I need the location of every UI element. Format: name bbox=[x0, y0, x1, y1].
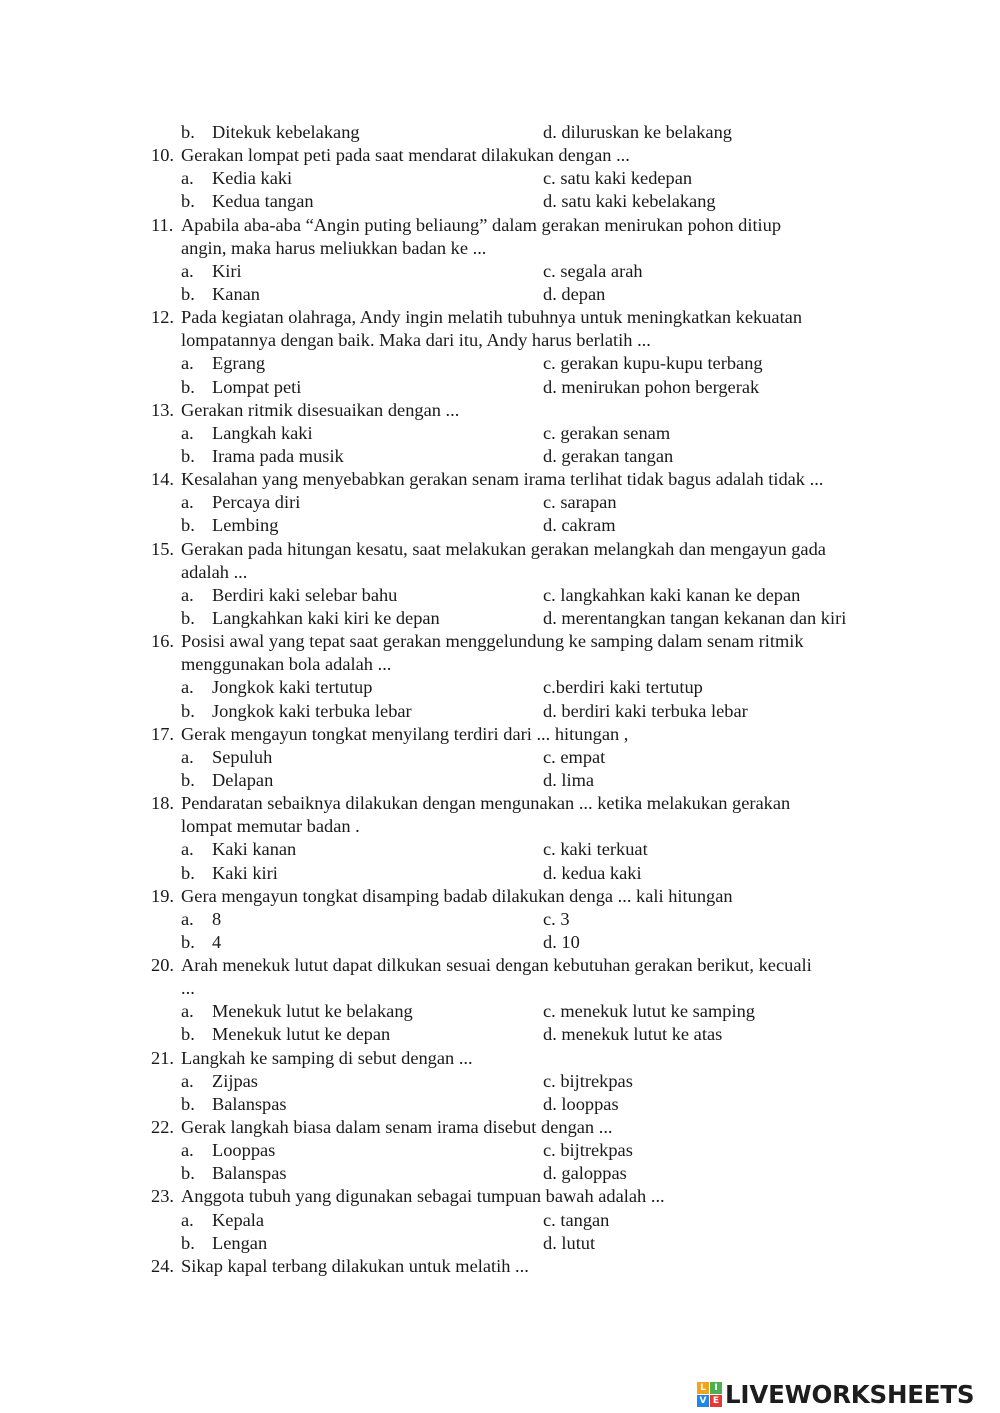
question-text: Apabila aba-aba “Angin puting beliaung” dalam gerakan menirukan pohon ditiup bbox=[181, 214, 782, 235]
question-line bbox=[0, 885, 1000, 908]
options-row bbox=[0, 769, 1000, 792]
option-text-right: d. diluruskan ke belakang bbox=[543, 122, 732, 142]
question-number: 18. bbox=[151, 793, 174, 814]
option-text-right: d. cakram bbox=[543, 515, 616, 536]
option-text-right: d. berdiri kaki terbuka lebar bbox=[543, 700, 748, 721]
question-text: Gerakan pada hitungan kesatu, saat melakukan gerakan melangkah dan mengayun gada bbox=[181, 538, 826, 559]
question-continuation bbox=[0, 561, 1000, 584]
brand-name: LIVEWORKSHEETS bbox=[725, 1379, 975, 1409]
question-text: Pada kegiatan olahraga, Andy ingin melatih tubuhnya untuk meningkatkan kekuatan bbox=[181, 307, 803, 328]
option-letter: b. bbox=[181, 1232, 195, 1253]
question-number: 10. bbox=[151, 145, 174, 166]
option-letter: b. bbox=[181, 191, 195, 212]
option-text-right: d. lima bbox=[543, 769, 595, 790]
option-letter: a. bbox=[181, 584, 194, 605]
option-letter: a. bbox=[181, 677, 194, 698]
option-text: Egrang bbox=[212, 353, 266, 374]
option-text: Kaki kanan bbox=[212, 839, 297, 860]
question-text: Sikap kapal terbang dilakukan untuk melatih ... bbox=[181, 1255, 529, 1276]
option-text: Zijpas bbox=[212, 1070, 258, 1091]
question-text: Arah menekuk lutut dapat dilkukan sesuai dengan kebutuhan gerakan berikut, kecuali bbox=[181, 955, 812, 976]
option-text-right: c. satu kaki kedepan bbox=[543, 168, 693, 189]
option-text: Jongkok kaki terbuka lebar bbox=[212, 700, 412, 721]
options-row bbox=[0, 838, 1000, 861]
option-text: Lompat peti bbox=[212, 376, 302, 397]
question-continuation bbox=[0, 815, 1000, 838]
option-letter: a. bbox=[181, 1001, 194, 1022]
option-letter: b. bbox=[181, 283, 195, 304]
options-row bbox=[0, 1070, 1000, 1093]
question-number: 20. bbox=[151, 955, 174, 976]
option-text: 8 bbox=[212, 908, 222, 929]
option-letter: b. bbox=[181, 700, 195, 721]
question-text: ... bbox=[181, 978, 195, 999]
options-row bbox=[0, 1000, 1000, 1023]
question-continuation bbox=[0, 329, 1000, 352]
option-text: Kaki kiri bbox=[212, 862, 278, 883]
question-number: 15. bbox=[151, 538, 174, 559]
options-row bbox=[0, 584, 1000, 607]
option-text-right: c. 3 bbox=[543, 908, 570, 929]
option-text-right: d. depan bbox=[543, 283, 606, 304]
question-text: Gerak langkah biasa dalam senam irama disebut dengan ... bbox=[181, 1117, 613, 1138]
option-letter: a. bbox=[181, 1209, 194, 1230]
question-continuation bbox=[0, 653, 1000, 676]
question-line bbox=[0, 630, 1000, 653]
question-line bbox=[0, 1116, 1000, 1139]
option-text: Kanan bbox=[212, 283, 260, 304]
option-text: Kedua tangan bbox=[212, 191, 314, 212]
option-text: Langkah kaki bbox=[212, 422, 313, 443]
option-text-right: c. segala arah bbox=[543, 260, 643, 281]
question-line bbox=[0, 399, 1000, 422]
option-text: Delapan bbox=[212, 769, 274, 790]
options-row bbox=[0, 260, 1000, 283]
option-text-right: c. gerakan senam bbox=[543, 422, 671, 443]
option-letter: b. bbox=[181, 1163, 195, 1184]
question-text: Kesalahan yang menyebabkan gerakan senam irama terlihat tidak bagus adalah tidak ... bbox=[181, 469, 824, 490]
option-text-right: c. kaki terkuat bbox=[543, 839, 648, 860]
option-text-right: d. gerakan tangan bbox=[543, 445, 674, 466]
option-text-right: c. bijtrekpas bbox=[543, 1140, 633, 1161]
option-text: Looppas bbox=[212, 1140, 276, 1161]
question-text: Posisi awal yang tepat saat gerakan menggelundung ke samping dalam senam ritmik bbox=[181, 631, 804, 652]
option-text-right: d. menirukan pohon bergerak bbox=[543, 376, 760, 397]
question-line bbox=[0, 1185, 1000, 1208]
question-line bbox=[0, 214, 1000, 237]
option-letter: b. bbox=[181, 376, 195, 397]
logo-tile: V bbox=[697, 1395, 709, 1407]
option-text-right: c. sarapan bbox=[543, 492, 617, 513]
option-letter: b. bbox=[181, 862, 195, 883]
option-letter: a. bbox=[181, 168, 194, 189]
option-text: Percaya diri bbox=[212, 492, 301, 513]
option-letter: b. bbox=[181, 515, 195, 536]
option-text: Kiri bbox=[212, 260, 242, 281]
options-row bbox=[0, 167, 1000, 190]
question-text: Pendaratan sebaiknya dilakukan dengan mengunakan ... ketika melakukan gerakan bbox=[181, 793, 791, 814]
question-number: 14. bbox=[151, 469, 174, 490]
options-row bbox=[0, 1162, 1000, 1185]
option-text: Lengan bbox=[212, 1232, 268, 1253]
options-row bbox=[0, 607, 1000, 630]
option-letter: b. bbox=[181, 769, 195, 790]
option-text-right: d. lutut bbox=[543, 1232, 596, 1253]
option-text-right: d. galoppas bbox=[543, 1163, 627, 1184]
option-letter: a. bbox=[181, 422, 194, 443]
option-text: Langkahkan kaki kiri ke depan bbox=[212, 607, 440, 628]
option-text-right: d. merentangkan tangan kekanan dan kiri bbox=[543, 607, 847, 628]
options-row bbox=[0, 908, 1000, 931]
question-number: 16. bbox=[151, 631, 174, 652]
option-text: Berdiri kaki selebar bahu bbox=[212, 584, 398, 605]
question-number: 23. bbox=[151, 1186, 174, 1207]
question-line bbox=[0, 1255, 1000, 1278]
option-text-right: c. bijtrekpas bbox=[543, 1070, 633, 1091]
question-continuation bbox=[0, 237, 1000, 260]
option-text: 4 bbox=[212, 931, 222, 952]
option-letter: a. bbox=[181, 1070, 194, 1091]
logo-tile: E bbox=[710, 1395, 722, 1407]
option-text-right: c. menekuk lutut ke samping bbox=[543, 1001, 755, 1022]
option-text-right: d. looppas bbox=[543, 1093, 619, 1114]
option-text-right: c.berdiri kaki tertutup bbox=[543, 677, 703, 698]
question-line bbox=[0, 538, 1000, 561]
option-text: Kepala bbox=[212, 1209, 265, 1230]
question-text: adalah ... bbox=[181, 561, 248, 582]
options-row bbox=[0, 676, 1000, 699]
question-line bbox=[0, 144, 1000, 167]
options-row bbox=[0, 1023, 1000, 1046]
question-line bbox=[0, 723, 1000, 746]
question-continuation bbox=[0, 977, 1000, 1000]
option-letter: b. bbox=[181, 607, 195, 628]
question-line bbox=[0, 1047, 1000, 1070]
option-letter: b. bbox=[181, 1093, 195, 1114]
question-number: 12. bbox=[151, 307, 174, 328]
option-letter: b. bbox=[181, 445, 195, 466]
options-row bbox=[0, 190, 1000, 213]
option-letter: b. bbox=[181, 931, 195, 952]
option-letter: a. bbox=[181, 839, 194, 860]
worksheet-page bbox=[0, 121, 1000, 1278]
option-text: Balanspas bbox=[212, 1093, 287, 1114]
logo-tile: L bbox=[697, 1382, 709, 1394]
question-text: lompat memutar badan . bbox=[181, 816, 360, 837]
option-text-right: d. satu kaki kebelakang bbox=[543, 191, 716, 212]
options-row bbox=[0, 422, 1000, 445]
question-number: 22. bbox=[151, 1117, 174, 1138]
option-letter: b. bbox=[181, 122, 195, 142]
options-row bbox=[0, 746, 1000, 769]
question-text: lompatannya dengan baik. Maka dari itu, Andy harus berlatih ... bbox=[181, 330, 651, 351]
question-line bbox=[0, 468, 1000, 491]
option-text: Sepuluh bbox=[212, 746, 273, 767]
options-row bbox=[0, 1093, 1000, 1116]
option-text-right: d. menekuk lutut ke atas bbox=[543, 1024, 723, 1045]
options-row bbox=[0, 352, 1000, 375]
options-row bbox=[0, 121, 1000, 144]
option-text: Balanspas bbox=[212, 1163, 287, 1184]
question-number: 19. bbox=[151, 885, 174, 906]
options-row bbox=[0, 700, 1000, 723]
options-row bbox=[0, 1232, 1000, 1255]
liveworksheets-logo-icon bbox=[697, 1382, 722, 1407]
liveworksheets-brand[interactable] bbox=[697, 1378, 974, 1410]
options-row bbox=[0, 1209, 1000, 1232]
question-text: menggunakan bola adalah ... bbox=[181, 654, 392, 675]
question-number: 17. bbox=[151, 723, 174, 744]
option-text-right: d. 10 bbox=[543, 931, 580, 952]
question-text: angin, maka harus meliukkan badan ke ... bbox=[181, 237, 487, 258]
question-line bbox=[0, 792, 1000, 815]
question-text: Langkah ke samping di sebut dengan ... bbox=[181, 1047, 473, 1068]
option-letter: a. bbox=[181, 260, 194, 281]
options-row bbox=[0, 376, 1000, 399]
question-text: Gerak mengayun tongkat menyilang terdiri dari ... hitungan , bbox=[181, 723, 629, 744]
option-letter: a. bbox=[181, 1140, 194, 1161]
question-text: Gerakan ritmik disesuaikan dengan ... bbox=[181, 399, 460, 420]
option-text-right: c. empat bbox=[543, 746, 606, 767]
question-line bbox=[0, 306, 1000, 329]
option-text-right: c. langkahkan kaki kanan ke depan bbox=[543, 584, 801, 605]
question-text: Gera mengayun tongkat disamping badab dilakukan denga ... kali hitungan bbox=[181, 885, 733, 906]
option-text: Ditekuk kebelakang bbox=[212, 122, 360, 142]
option-text-right: c. tangan bbox=[543, 1209, 610, 1230]
question-number: 21. bbox=[151, 1047, 174, 1068]
options-row bbox=[0, 445, 1000, 468]
option-text-right: d. kedua kaki bbox=[543, 862, 642, 883]
option-text: Jongkok kaki tertutup bbox=[212, 677, 373, 698]
options-row bbox=[0, 862, 1000, 885]
question-number: 11. bbox=[151, 214, 174, 235]
options-row bbox=[0, 491, 1000, 514]
option-letter: a. bbox=[181, 908, 194, 929]
option-text: Kedia kaki bbox=[212, 168, 293, 189]
option-text: Menekuk lutut ke belakang bbox=[212, 1001, 413, 1022]
option-letter: b. bbox=[181, 1024, 195, 1045]
question-number: 24. bbox=[151, 1255, 174, 1276]
option-letter: a. bbox=[181, 492, 194, 513]
options-row bbox=[0, 514, 1000, 537]
option-text: Irama pada musik bbox=[212, 445, 344, 466]
options-row bbox=[0, 283, 1000, 306]
option-text: Menekuk lutut ke depan bbox=[212, 1024, 391, 1045]
options-row bbox=[0, 1139, 1000, 1162]
option-letter: a. bbox=[181, 746, 194, 767]
question-text: Gerakan lompat peti pada saat mendarat dilakukan dengan ... bbox=[181, 145, 630, 166]
question-line bbox=[0, 954, 1000, 977]
question-number: 13. bbox=[151, 399, 174, 420]
logo-tile: I bbox=[710, 1382, 722, 1394]
option-letter: a. bbox=[181, 353, 194, 374]
options-row bbox=[0, 931, 1000, 954]
question-text: Anggota tubuh yang digunakan sebagai tumpuan bawah adalah ... bbox=[181, 1186, 665, 1207]
option-text-right: c. gerakan kupu-kupu terbang bbox=[543, 353, 763, 374]
option-text: Lembing bbox=[212, 515, 279, 536]
